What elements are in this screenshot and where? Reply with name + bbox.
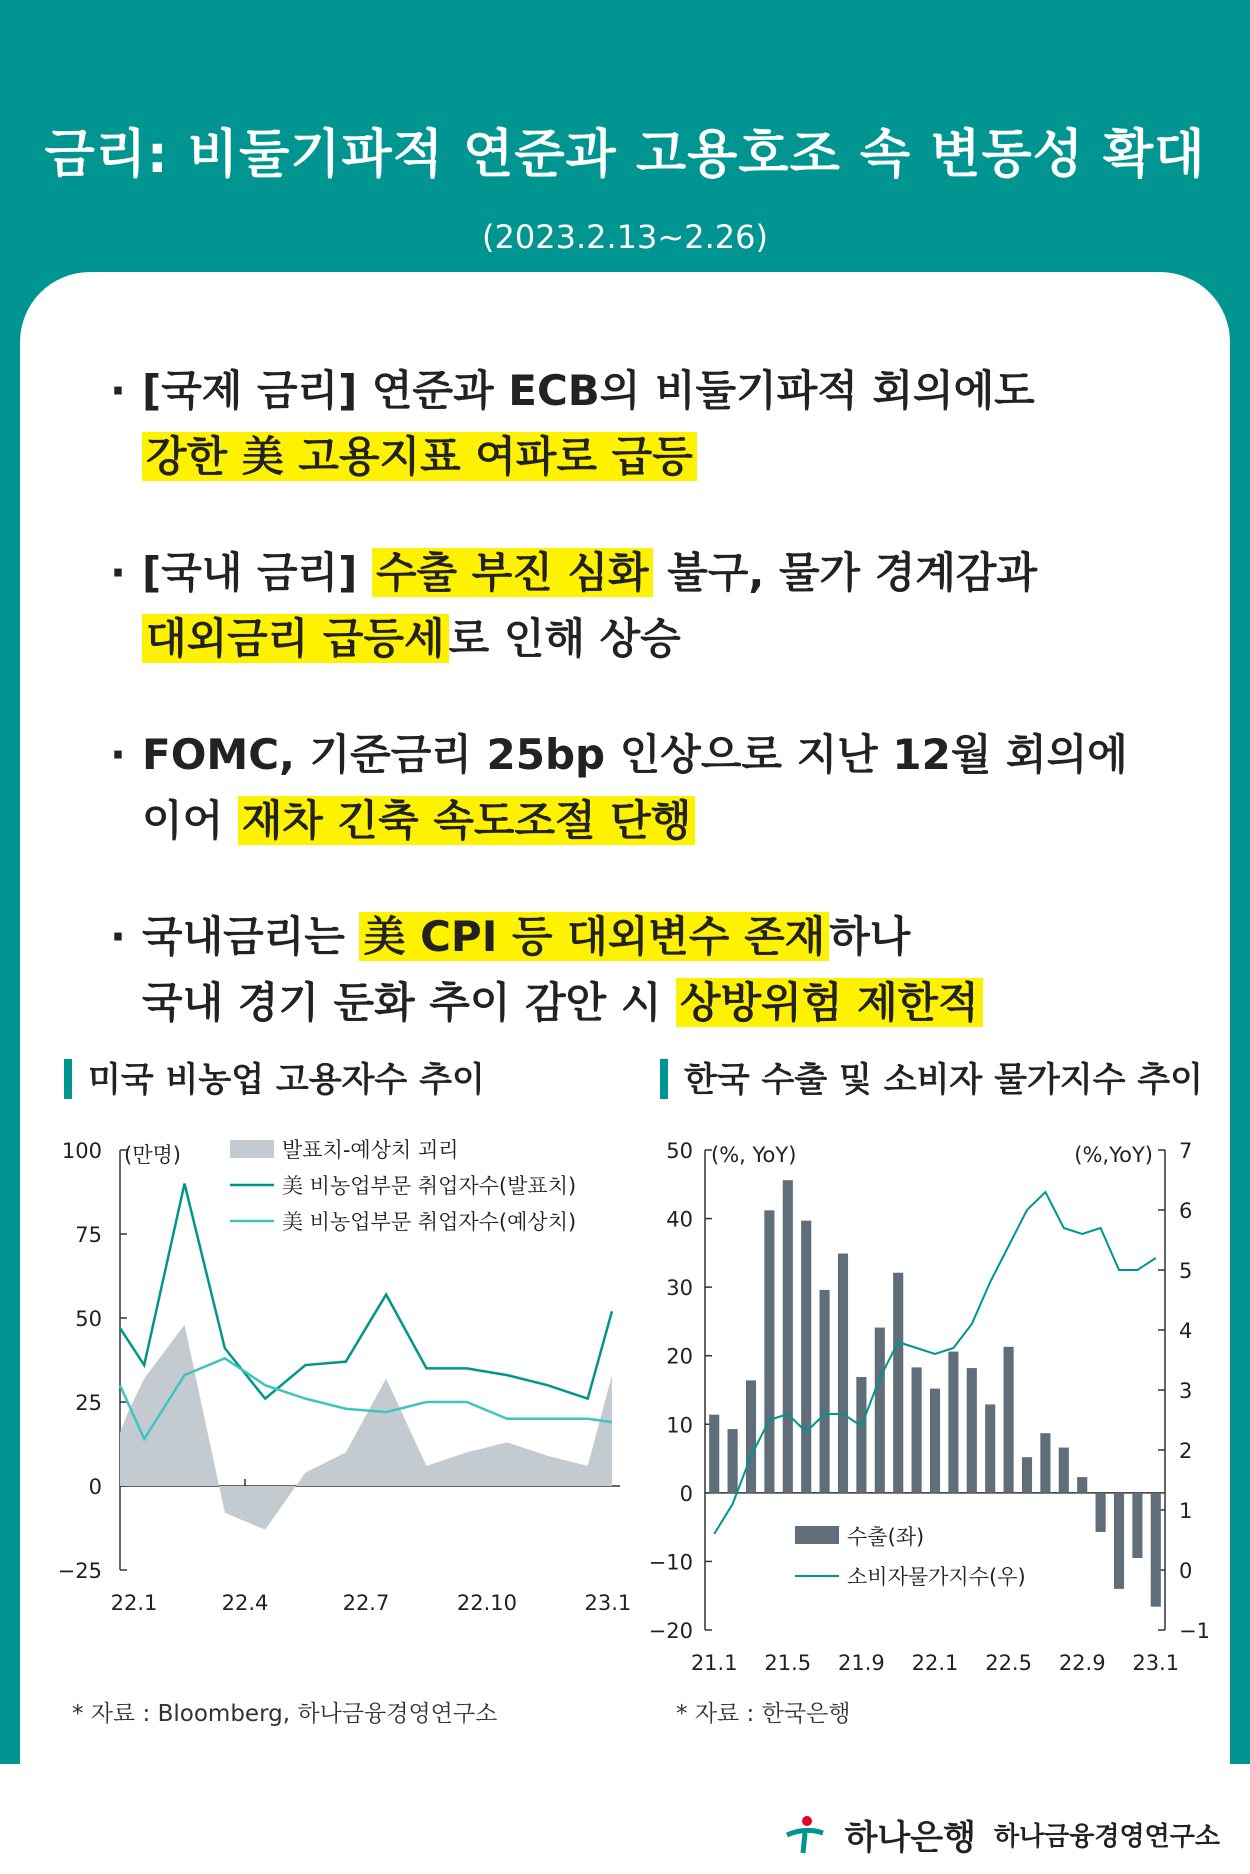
bullet-dot: · bbox=[110, 912, 126, 961]
export-bar bbox=[1077, 1477, 1087, 1493]
x-tick-label: 22.1 bbox=[110, 1591, 158, 1615]
page-title: 금리: 비둘기파적 연준과 고용호조 속 변동성 확대 bbox=[44, 125, 1206, 185]
x-tick-label: 23.1 bbox=[1132, 1651, 1180, 1675]
chart2-title: 한국 수출 및 소비자 물가지수 추이 bbox=[684, 1060, 1203, 1100]
hana-logo-icon bbox=[783, 1813, 827, 1857]
export-bar bbox=[985, 1404, 995, 1492]
bullet-dot: · bbox=[110, 548, 126, 597]
bullet-item bbox=[110, 358, 1190, 490]
y-tick-label-right: 0 bbox=[1179, 1559, 1193, 1583]
export-bar bbox=[1059, 1448, 1069, 1493]
export-bar bbox=[728, 1429, 738, 1493]
y-tick-label-right: 5 bbox=[1179, 1259, 1193, 1283]
y-tick-label: 50 bbox=[666, 1139, 693, 1163]
export-bar bbox=[820, 1290, 830, 1493]
y-tick-label: −10 bbox=[648, 1550, 693, 1575]
y-tick-label-right: 4 bbox=[1179, 1319, 1193, 1343]
bullet-text: 국내 경기 둔화 추이 감안 시 bbox=[142, 978, 677, 1027]
highlight-text: 대외금리 급등세 bbox=[142, 614, 449, 663]
export-bar bbox=[967, 1368, 977, 1493]
bullet-dot: · bbox=[110, 366, 126, 415]
bullet-text: 로 인해 상승 bbox=[448, 614, 681, 663]
y-tick-label-right: 7 bbox=[1179, 1139, 1193, 1163]
bullet-text: 불구, 물가 경계감과 bbox=[652, 548, 1038, 597]
brand bbox=[783, 1810, 1220, 1859]
legend-swatch-gap bbox=[230, 1140, 274, 1158]
x-tick-label: 21.9 bbox=[838, 1651, 885, 1675]
export-bar bbox=[930, 1389, 940, 1493]
y-tick-label-right: −1 bbox=[1179, 1619, 1210, 1643]
export-bar bbox=[1114, 1493, 1124, 1589]
title-marker bbox=[64, 1059, 72, 1099]
export-bar bbox=[875, 1328, 885, 1493]
bullet-item bbox=[110, 540, 1190, 672]
y-tick-label: −25 bbox=[57, 1559, 102, 1583]
highlight-text: 美 CPI 등 대외변수 존재 bbox=[359, 912, 829, 961]
export-bar bbox=[856, 1377, 866, 1493]
chart1-title-wrap bbox=[64, 1052, 485, 1101]
bullet-item bbox=[110, 722, 1190, 854]
y-tick-label-right: 1 bbox=[1179, 1499, 1193, 1523]
y-tick-label: 30 bbox=[666, 1276, 693, 1301]
export-bar bbox=[709, 1415, 719, 1493]
x-tick-label: 22.1 bbox=[911, 1651, 959, 1675]
bullet-text: 하나 bbox=[829, 912, 911, 961]
x-tick-label: 21.5 bbox=[764, 1651, 812, 1675]
bank-name: 하나은행 bbox=[844, 1818, 976, 1858]
export-bar bbox=[893, 1273, 903, 1493]
export-bar bbox=[1151, 1493, 1161, 1607]
highlight-text: 수출 부진 심화 bbox=[372, 548, 653, 597]
y-tick-label: 75 bbox=[75, 1223, 102, 1247]
y-tick-label: 100 bbox=[61, 1139, 102, 1163]
export-bar bbox=[1022, 1457, 1032, 1493]
date-range: (2023.2.13~2.26) bbox=[482, 218, 768, 256]
bullet-item bbox=[110, 904, 1190, 1036]
y-tick-label: 40 bbox=[666, 1207, 693, 1232]
institute-name: 하나금융경영연구소 bbox=[993, 1822, 1220, 1852]
export-bar bbox=[1096, 1493, 1106, 1532]
export-bar bbox=[1004, 1347, 1014, 1493]
y-tick-label: 0 bbox=[679, 1481, 693, 1506]
y-tick-label: 20 bbox=[666, 1344, 693, 1369]
legend-label: 수출(좌) bbox=[847, 1525, 925, 1549]
x-tick-label: 22.9 bbox=[1058, 1651, 1106, 1675]
legend-swatch-export bbox=[795, 1526, 839, 1544]
right-unit-label: (%,YoY) bbox=[1074, 1143, 1153, 1167]
chart2-title-wrap bbox=[660, 1052, 1203, 1101]
chart1-svg bbox=[40, 1120, 650, 1660]
export-bar bbox=[801, 1221, 811, 1493]
x-tick-label: 21.1 bbox=[690, 1651, 738, 1675]
bullet-text: 이어 bbox=[142, 796, 238, 845]
export-bar bbox=[948, 1352, 958, 1493]
export-bar bbox=[1040, 1433, 1050, 1493]
y-tick-label-right: 6 bbox=[1179, 1199, 1193, 1223]
legend-label: 美 비농업부문 취업자수(예상치) bbox=[282, 1210, 577, 1234]
highlight-text: 재차 긴축 속도조절 단행 bbox=[238, 796, 696, 845]
bullet-text: [국내 금리] bbox=[142, 548, 372, 597]
highlight-text: 강한 美 고용지표 여파로 급등 bbox=[142, 432, 697, 481]
bullet-text: FOMC, 기준금리 25bp 인상으로 지난 12월 회의에 bbox=[142, 730, 1128, 779]
left-unit-label: (%, YoY) bbox=[711, 1143, 797, 1167]
y-tick-label: −20 bbox=[648, 1619, 693, 1643]
unit-label: (만명) bbox=[124, 1143, 181, 1167]
gap-area bbox=[120, 1325, 612, 1530]
y-tick-label: 50 bbox=[75, 1307, 102, 1331]
bullet-text: 국내금리는 bbox=[142, 912, 360, 961]
y-tick-label-right: 3 bbox=[1179, 1379, 1193, 1403]
title-marker bbox=[660, 1059, 668, 1099]
bullet-dot: · bbox=[110, 730, 126, 779]
chart1-title: 미국 비농업 고용자수 추이 bbox=[88, 1060, 485, 1100]
bullet-text: [국제 금리] 연준과 ECB의 비둘기파적 회의에도 bbox=[142, 366, 1035, 415]
export-bar bbox=[912, 1367, 922, 1492]
export-bar bbox=[1132, 1493, 1142, 1558]
x-tick-label: 22.5 bbox=[985, 1651, 1032, 1675]
x-tick-label: 23.1 bbox=[584, 1591, 632, 1615]
chart2-svg bbox=[640, 1120, 1220, 1675]
export-bar bbox=[746, 1380, 756, 1492]
export-bar bbox=[838, 1254, 848, 1493]
y-tick-label-right: 2 bbox=[1179, 1439, 1193, 1463]
bullet-list bbox=[110, 358, 1190, 1086]
legend-label: 소비자물가지수(우) bbox=[847, 1565, 1026, 1589]
chart1-source: * 자료 : Bloomberg, 하나금융경영연구소 bbox=[72, 1701, 498, 1727]
x-tick-label: 22.7 bbox=[342, 1591, 390, 1615]
legend-label: 발표치-예상치 괴리 bbox=[282, 1138, 459, 1162]
x-tick-label: 22.10 bbox=[456, 1591, 517, 1615]
x-tick-label: 22.4 bbox=[221, 1591, 269, 1615]
export-bar bbox=[764, 1210, 774, 1493]
export-bar bbox=[783, 1180, 793, 1493]
highlight-text: 상방위험 제한적 bbox=[676, 978, 983, 1027]
y-tick-label: 10 bbox=[666, 1413, 693, 1438]
legend-label: 美 비농업부문 취업자수(발표치) bbox=[282, 1174, 577, 1198]
y-tick-label: 0 bbox=[88, 1475, 102, 1499]
chart2-source: * 자료 : 한국은행 bbox=[676, 1701, 851, 1727]
y-tick-label: 25 bbox=[75, 1391, 102, 1415]
